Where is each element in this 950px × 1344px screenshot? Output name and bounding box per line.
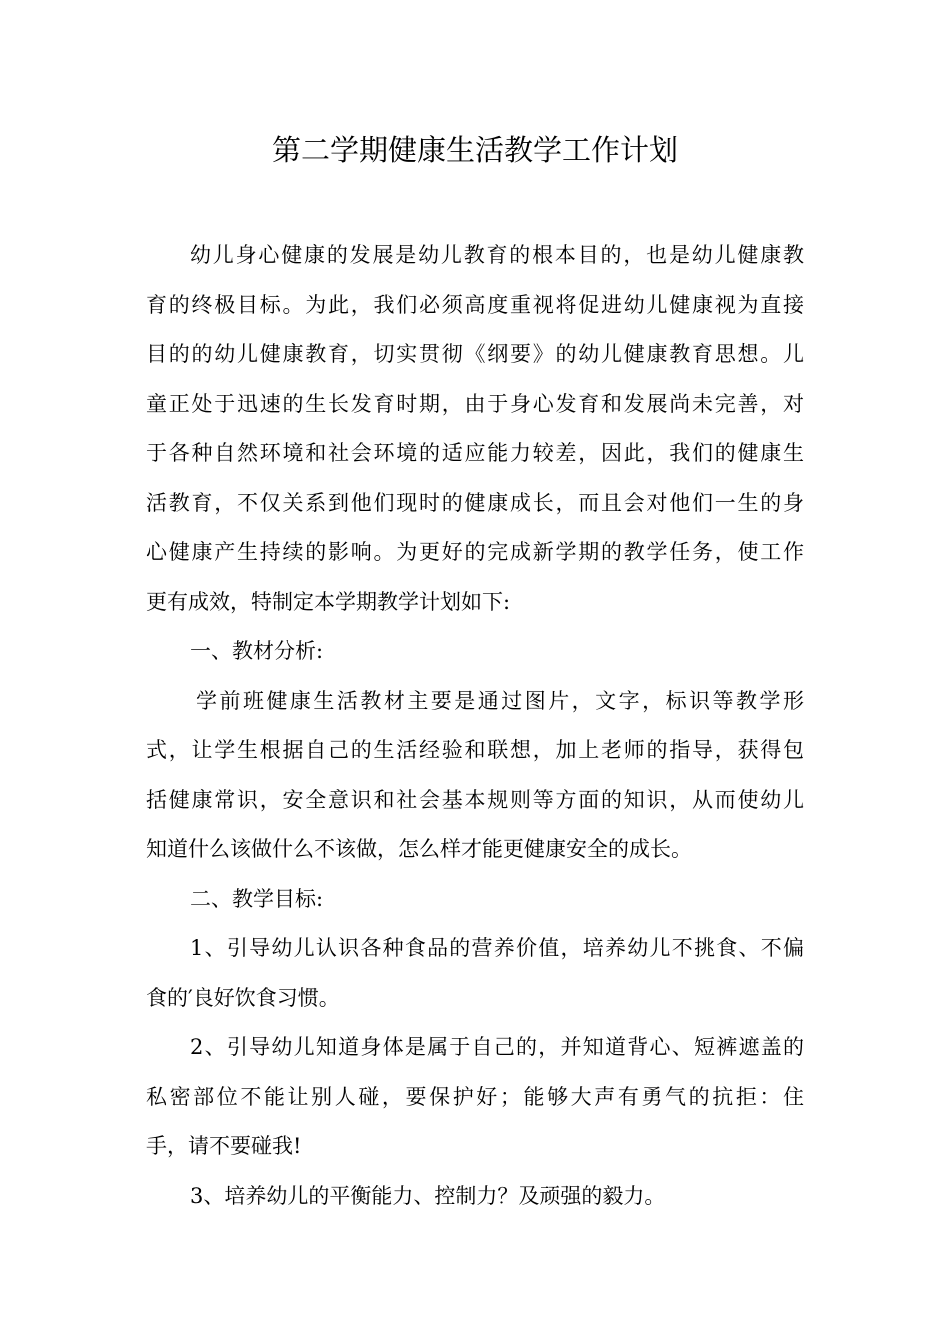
- text-line: 括健康常识，安全意识和社会基本规则等方面的知识，从而使幼儿: [146, 787, 804, 812]
- text-line: 食的′良好饮食习惯。: [146, 985, 340, 1010]
- heading-line: 一、教材分析:: [190, 639, 324, 663]
- text-line: 1、引导幼儿认识各种食品的营养价值，培养幼儿不挑食、不偏: [190, 936, 804, 960]
- text-line: 童正处于迅速的生长发育时期，由于身心发育和发展尚未完善，对: [146, 391, 804, 416]
- text-line: 活教育，不仅关系到他们现时的健康成长，而且会对他们一生的身: [146, 490, 804, 515]
- text-line: 式，让学生根据自己的生活经验和联想，加上老师的指导，获得包: [146, 738, 804, 762]
- text-line: 2、引导幼儿知道身体是属于自己的，并知道背心、短裤遮盖的: [190, 1035, 804, 1059]
- text-line: 3、培养幼儿的平衡能力、控制力？及顽强的毅力。: [190, 1183, 666, 1208]
- text-line: 知道什么该做什么不该做，怎么样才能更健康安全的成长。: [146, 837, 692, 861]
- document-title: 第二学期健康生活教学工作计划: [271, 133, 678, 167]
- heading-line: 二、教学目标:: [190, 886, 324, 911]
- text-line: 更有成效，特制定本学期教学计划如下:: [146, 589, 511, 614]
- paragraph-intro: [146, 231, 804, 627]
- text-line: 目的的幼儿健康教育，切实贯彻《纲要》的幼儿健康教育思想。儿: [146, 342, 804, 366]
- goal-item-1: [146, 924, 804, 1023]
- text-line: 手，请不要碰我!: [146, 1134, 302, 1158]
- text-line: 学前班健康生活教材主要是通过图片，文字，标识等教学形: [196, 688, 804, 713]
- text-line: 私密部位不能让别人碰，要保护好；能够大声有勇气的抗拒：住: [146, 1084, 804, 1109]
- goal-item-2: [146, 1023, 804, 1172]
- paragraph-materials: [146, 677, 804, 875]
- text-line: 于各种自然环境和社会环境的适应能力较差，因此，我们的健康生: [146, 441, 804, 465]
- goal-item-3: [146, 1172, 804, 1222]
- text-line: 幼儿身心健康的发展是幼儿教育的根本目的，也是幼儿健康教: [190, 243, 804, 267]
- section-heading-goals: [146, 875, 804, 925]
- section-heading-materials: [146, 627, 804, 677]
- document-body: [146, 231, 804, 1221]
- text-line: 心健康产生持续的影响。为更好的完成新学期的教学任务，使工作: [146, 540, 804, 564]
- text-line: 育的终极目标。为此，我们必须高度重视将促进幼儿健康视为直接: [146, 292, 804, 317]
